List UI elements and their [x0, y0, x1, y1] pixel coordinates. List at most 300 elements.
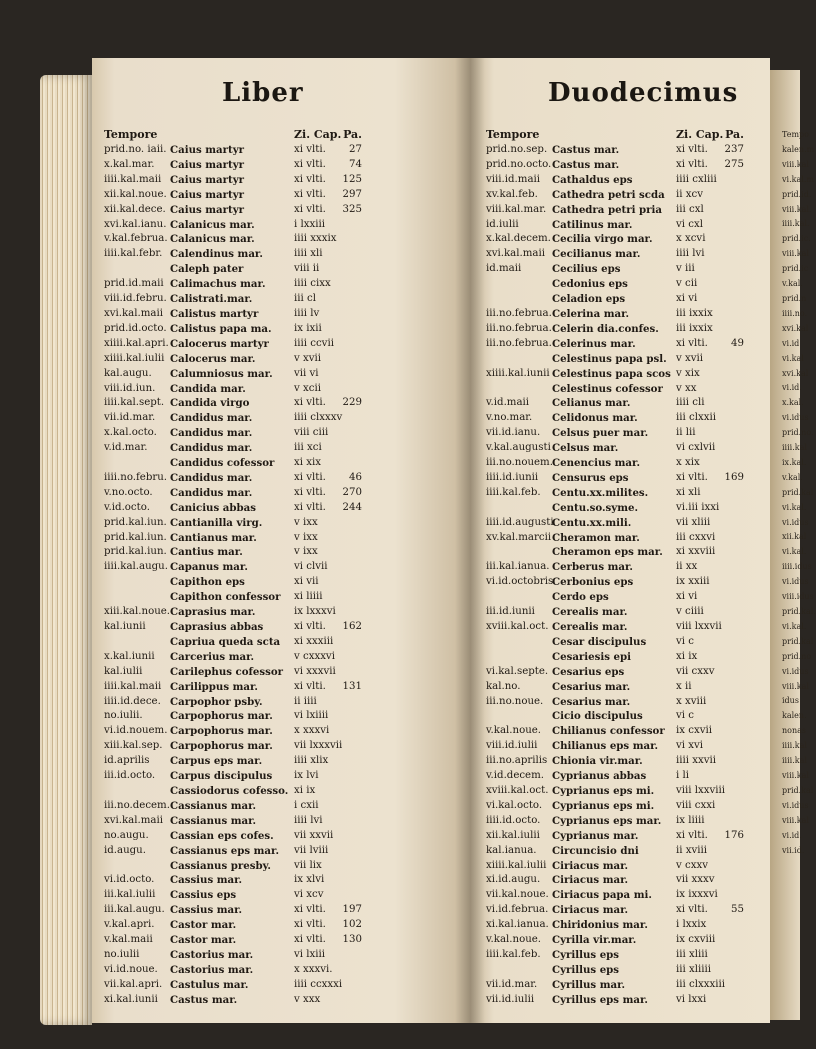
index-entry — [104, 247, 362, 262]
page-cell — [722, 888, 744, 903]
name-cell: Ciriacus mar. — [552, 904, 629, 917]
reference-cell: ii xviii — [676, 844, 708, 856]
index-entry — [486, 337, 744, 352]
reference-cell: v ixx — [294, 531, 318, 543]
date-cell — [486, 292, 552, 307]
date-cell: xi.id.augu. — [486, 874, 541, 886]
reference-cell: vii cxxv — [676, 665, 715, 677]
margin-fragment: vi.idus — [782, 666, 809, 676]
date-cell: xii.kal.noue. — [104, 188, 167, 200]
date-cell: kal.ianua. — [486, 844, 537, 856]
name-cell: Capithon eps — [170, 576, 245, 589]
page-cell — [722, 933, 744, 948]
name-cell: Celianus mar. — [552, 397, 631, 410]
margin-fragment: vi.id. — [782, 383, 802, 393]
name-cell: Cerbonius eps — [552, 576, 634, 589]
date-cell: vii.kal.apri. — [104, 978, 163, 990]
index-entry — [104, 456, 362, 471]
reference-cell: x xcvi — [676, 233, 706, 245]
page-cell — [340, 784, 362, 799]
date-cell: iii.id.octo. — [104, 770, 156, 782]
page-cell — [722, 769, 744, 784]
index-entry — [486, 426, 744, 441]
name-cell: Cathaldus eps — [552, 173, 633, 186]
name-cell: Celidonus mar. — [552, 412, 638, 425]
name-cell: Caius martyr — [170, 158, 245, 171]
date-cell: prid.id.maii — [104, 278, 164, 290]
index-entry — [104, 411, 362, 426]
page-cell — [722, 188, 744, 203]
date-cell: xi.kal.ianua. — [486, 919, 549, 931]
margin-fragment: vi.idus — [782, 517, 809, 527]
name-cell: Cassiodorus cofesso. — [170, 784, 289, 797]
index-entry — [104, 918, 362, 933]
reference-cell: xi vi — [676, 591, 698, 603]
date-cell: x.kal.iunii — [104, 650, 155, 662]
index-entry — [486, 978, 744, 993]
page-cell — [722, 739, 744, 754]
reference-cell: xi vlti. — [294, 471, 326, 483]
page-cell — [340, 844, 362, 859]
index-entry — [104, 531, 362, 546]
index-entry — [104, 620, 362, 635]
name-cell: Celestinus cofessor — [552, 382, 663, 395]
index-entry — [104, 575, 362, 590]
margin-fragment: vi.kal. — [782, 502, 807, 512]
margin-fragment: vi.kal — [782, 353, 804, 363]
name-cell: Calistus martyr — [170, 307, 259, 320]
reference-cell: xi vlti. — [294, 203, 326, 215]
reference-cell: iii cxl — [676, 203, 704, 215]
margin-fragment: vi.kal. — [782, 547, 807, 557]
index-entry — [104, 799, 362, 814]
date-cell — [486, 352, 552, 367]
page-edges — [40, 75, 92, 1025]
pag-heading: Pa. — [343, 128, 362, 141]
reference-cell: xi ix — [676, 650, 698, 662]
reference-cell: xi vlti. — [294, 397, 326, 409]
reference-cell: vi xvi — [676, 740, 704, 752]
margin-fragment: viii.kal — [782, 770, 809, 780]
page-cell: 102 — [342, 919, 362, 931]
reference-cell: xi vlti. — [676, 158, 708, 170]
page-cell — [722, 709, 744, 724]
name-cell: Celerina mar. — [552, 307, 630, 320]
reference-cell: vi clvii — [294, 561, 328, 573]
page-cell — [340, 337, 362, 352]
index-entry — [486, 873, 744, 888]
name-cell: Caius martyr — [170, 203, 245, 216]
index-entry — [104, 784, 362, 799]
date-cell: xii.kal.dece. — [104, 203, 166, 215]
date-cell: prid.id.octo. — [104, 322, 167, 334]
name-cell: Cerealis mar. — [552, 606, 628, 619]
index-entry — [104, 724, 362, 739]
name-cell: Carpophorus mar. — [170, 725, 273, 738]
margin-fragment: prid.kal — [782, 487, 814, 497]
page-cell — [340, 307, 362, 322]
reference-cell: xi vlti. — [294, 144, 326, 155]
page-cell — [722, 545, 744, 560]
name-cell: Calocerus martyr — [170, 337, 269, 350]
name-cell: Cyrillus eps — [552, 948, 620, 961]
reference-cell: vi lxxi — [676, 993, 707, 1005]
page-cell — [340, 993, 362, 1008]
reference-cell: v xix — [676, 367, 700, 379]
name-cell: Carpus eps mar. — [170, 755, 263, 768]
name-cell: Cassius eps — [170, 889, 237, 902]
index-entry — [104, 486, 362, 501]
date-cell: id.maii — [486, 263, 522, 275]
margin-fragment: prid.kal — [782, 785, 814, 795]
reference-cell: vii lviii — [294, 844, 329, 856]
index-entry — [486, 411, 744, 426]
date-cell: prid.kal.iun. — [104, 546, 167, 558]
date-cell — [486, 590, 552, 605]
left-index-column — [104, 128, 362, 1008]
page-cell — [340, 545, 362, 560]
page-cell: 130 — [342, 934, 362, 946]
index-entry — [486, 188, 744, 203]
name-cell: Cassianus presby. — [170, 859, 271, 872]
left-running-head: Liber — [222, 78, 304, 108]
index-entry — [104, 933, 362, 948]
name-cell: Cassius mar. — [170, 874, 243, 887]
ref-heading: Zi. Cap. — [294, 128, 342, 141]
reference-cell: x xix — [676, 457, 700, 469]
page-cell — [340, 247, 362, 262]
reference-cell: ix lxxxvi — [294, 606, 336, 618]
reference-cell: v ixx — [294, 546, 318, 558]
index-entry — [486, 888, 744, 903]
page-cell — [722, 173, 744, 188]
margin-fragment: iiii.idus — [782, 562, 812, 572]
index-entry — [486, 531, 744, 546]
name-cell: Chiridonius mar. — [552, 919, 648, 932]
index-entry — [486, 680, 744, 695]
gutter-shadow — [455, 58, 485, 1023]
page-cell — [722, 292, 744, 307]
date-cell — [486, 650, 552, 665]
date-cell: prid.kal.iun. — [104, 531, 167, 543]
date-cell: viii.id.iulii — [486, 740, 538, 752]
name-cell: Cheramon mar. — [552, 531, 640, 544]
index-entry — [104, 173, 362, 188]
right-column-head — [486, 128, 744, 141]
adjacent-page-fragment — [782, 128, 816, 858]
page-cell: 125 — [342, 173, 362, 185]
index-entry — [104, 680, 362, 695]
date-cell: iiii.kal.feb. — [486, 486, 541, 498]
date-cell: kal.iunii — [104, 621, 146, 632]
reference-cell: ix lvi — [294, 770, 319, 782]
page-cell — [722, 486, 744, 501]
date-cell: xiiii.kal.iunii — [486, 367, 550, 379]
page-cell — [340, 829, 362, 844]
date-cell: v.id.maii — [486, 397, 530, 409]
page-cell — [722, 560, 744, 575]
index-entry — [104, 307, 362, 322]
reference-cell: iii clxxii — [676, 412, 716, 424]
name-cell: Cheramon eps mar. — [552, 546, 663, 559]
name-cell: Cantius mar. — [170, 546, 243, 559]
name-cell: Centu.xx.mili. — [552, 516, 632, 529]
reference-cell: v cii — [676, 278, 698, 290]
reference-cell: x xviii — [676, 695, 707, 707]
margin-fragment: viii.idus — [782, 592, 814, 602]
name-cell: Calanicus mar. — [170, 233, 255, 246]
page-cell — [722, 605, 744, 620]
name-cell: Ciriacus papa mi. — [552, 889, 652, 902]
page-cell: 131 — [342, 680, 362, 692]
date-cell: iii.kal.augu. — [104, 904, 165, 916]
reference-cell: iii xliii — [676, 948, 708, 960]
name-cell: Capriua queda scta — [170, 635, 281, 648]
name-cell: Celsus mar. — [552, 442, 619, 455]
name-cell: Caius martyr — [170, 144, 245, 156]
index-entry — [486, 396, 744, 411]
page-cell — [722, 993, 744, 1008]
index-entry — [486, 859, 744, 874]
reference-cell: ix xlvi — [294, 874, 325, 886]
name-cell: Celestinus papa psl. — [552, 352, 667, 365]
reference-cell: xi vlti. — [676, 829, 708, 841]
name-cell: Caprasius mar. — [170, 606, 256, 619]
margin-fragment: x.kal. — [782, 398, 804, 408]
date-cell: iii.no.februa. — [486, 307, 552, 319]
page-cell — [722, 724, 744, 739]
margin-fragment: viii.kal. — [782, 204, 812, 214]
date-cell: kal.iulii — [104, 665, 143, 677]
name-cell: Calendinus mar. — [170, 248, 263, 261]
date-cell: prid.kal.iun. — [104, 516, 167, 528]
margin-fragment: vi.id. — [782, 830, 802, 840]
reference-cell: xi xix — [294, 457, 321, 469]
date-cell — [486, 545, 552, 560]
name-cell: Ciriacus mar. — [552, 874, 629, 887]
page-cell — [340, 799, 362, 814]
index-entry — [486, 382, 744, 397]
index-entry — [486, 799, 744, 814]
left-column-head — [104, 128, 362, 141]
margin-fragment: vii.id. — [782, 845, 805, 855]
page-cell — [722, 501, 744, 516]
date-cell: viii.id.maii — [486, 173, 541, 185]
index-entry — [104, 322, 362, 337]
name-cell: Cyrillus eps mar. — [552, 993, 648, 1006]
page-cell — [340, 277, 362, 292]
reference-cell: viii ii — [294, 263, 320, 275]
date-cell: x.kal.mar. — [104, 158, 155, 170]
index-entry — [104, 158, 362, 173]
page-cell — [722, 620, 744, 635]
name-cell: Chionia vir.mar. — [552, 755, 643, 768]
page-cell — [722, 859, 744, 874]
name-cell: Candidus mar. — [170, 442, 253, 455]
index-entry — [104, 203, 362, 218]
name-cell: Caleph pater — [170, 263, 244, 276]
date-cell — [104, 262, 170, 277]
page-cell: 197 — [342, 904, 362, 916]
page-cell — [340, 232, 362, 247]
date-cell: viii.id.iun. — [104, 382, 156, 394]
page-cell — [722, 844, 744, 859]
date-cell: iii.no.februa. — [486, 337, 552, 349]
margin-fragment: prid.id. — [782, 189, 812, 199]
reference-cell: xi vlti. — [294, 621, 326, 632]
page-cell — [722, 650, 744, 665]
margin-fragment: xii.kal — [782, 532, 807, 542]
index-entry — [486, 322, 744, 337]
name-cell: Castus mar. — [552, 158, 620, 171]
index-entry — [486, 352, 744, 367]
name-cell: Castor mar. — [170, 919, 237, 932]
index-entry — [104, 545, 362, 560]
index-entry — [486, 545, 744, 560]
name-cell: Candida mar. — [170, 382, 246, 395]
name-cell: Castulus mar. — [170, 978, 249, 991]
name-cell: Candidus mar. — [170, 486, 253, 499]
index-entry — [104, 829, 362, 844]
name-cell: Carcerius mar. — [170, 650, 255, 663]
page-cell — [722, 277, 744, 292]
name-cell: Cecilius eps — [552, 263, 621, 276]
index-entry — [486, 590, 744, 605]
name-cell: Capanus mar. — [170, 561, 248, 574]
name-cell: Chilianus confessor — [552, 725, 665, 738]
index-entry — [104, 382, 362, 397]
reference-cell: ii xcv — [676, 188, 703, 200]
right-index-column — [486, 128, 744, 1008]
page-cell — [340, 859, 362, 874]
name-cell: Chilianus eps mar. — [552, 740, 659, 753]
index-entry — [486, 963, 744, 978]
margin-fragment: iiii.kal — [782, 443, 807, 453]
name-cell: Cassianus mar. — [170, 814, 257, 827]
reference-cell: iiii clxxxv — [294, 412, 343, 424]
page-cell — [722, 590, 744, 605]
reference-cell: xi xli — [676, 486, 701, 498]
date-cell: vi.id.nouem. — [104, 725, 168, 737]
name-cell: Cyrillus eps — [552, 963, 620, 976]
date-cell: vii.id.ianu. — [486, 427, 541, 439]
reference-cell: iii ixxix — [676, 322, 713, 334]
reference-cell: vi lxiii — [294, 948, 326, 960]
date-cell: xvi.kal.ianu. — [104, 218, 167, 230]
date-cell: x.kal.octo. — [104, 427, 157, 439]
index-entry — [486, 277, 744, 292]
name-cell: Cassian eps cofes. — [170, 829, 274, 842]
name-cell: Cerealis mar. — [552, 621, 628, 633]
name-cell: Censurus eps — [552, 471, 629, 484]
margin-fragment: prid.ic. — [782, 234, 811, 244]
margin-fragment: iiii.kal — [782, 741, 807, 751]
name-cell: Calimachus mar. — [170, 278, 266, 291]
reference-cell: xi vlti. — [294, 680, 326, 692]
date-cell: v.kal.maii — [104, 934, 153, 946]
date-cell: iii.no.februa. — [486, 322, 552, 334]
name-cell: Cyprianus eps mi. — [552, 799, 655, 812]
name-cell: Carpus discipulus — [170, 770, 273, 783]
index-entry — [104, 859, 362, 874]
reference-cell: v cxxxvi — [294, 650, 335, 662]
index-entry — [104, 665, 362, 680]
date-cell: vi.id.octo. — [104, 874, 155, 886]
date-cell — [104, 456, 170, 471]
reference-cell: ix ixxxvi — [676, 889, 718, 901]
margin-fragment: viii.kal — [782, 159, 809, 169]
page-cell — [722, 754, 744, 769]
name-cell: Calumniosus mar. — [170, 367, 273, 380]
index-entry — [486, 739, 744, 754]
date-cell: v.id.octo. — [104, 501, 150, 513]
reference-cell: vii lxxxvii — [294, 740, 343, 752]
name-cell: Caius martyr — [170, 173, 245, 186]
name-cell: Cassius mar. — [170, 904, 243, 917]
index-entry — [486, 993, 744, 1008]
name-cell: Catilinus mar. — [552, 218, 633, 231]
name-cell: Ciriacus mar. — [552, 859, 629, 872]
page-cell — [340, 605, 362, 620]
name-cell: Circuncisio dni — [552, 844, 639, 857]
date-cell: xiii.kal.sep. — [104, 740, 163, 752]
date-cell: xv.kal.feb. — [486, 188, 538, 200]
reference-cell: vi.iii ixxi — [676, 501, 720, 513]
reference-cell: viii lxxvii — [676, 621, 722, 632]
reference-cell: iii xliiii — [676, 963, 712, 975]
name-cell: Cesarius eps — [552, 665, 625, 678]
page-cell — [722, 218, 744, 233]
name-cell: Cathedra petri scda — [552, 188, 665, 201]
page-cell — [722, 396, 744, 411]
tempore-heading: Tempore — [486, 128, 540, 141]
reference-cell: iiii xlix — [294, 755, 329, 767]
index-entry — [104, 441, 362, 456]
name-cell: Cantianilla virg. — [170, 516, 263, 529]
date-cell: v.kal.noue. — [486, 725, 542, 737]
margin-fragment: vi.kal.m — [782, 174, 814, 184]
index-entry — [104, 873, 362, 888]
page-cell — [340, 888, 362, 903]
date-cell: iiii.kal.augu. — [104, 561, 168, 573]
page-cell: 325 — [342, 203, 362, 215]
date-cell: vi.kal.septe. — [486, 665, 549, 677]
date-cell: no.augu. — [104, 829, 149, 841]
date-cell — [486, 635, 552, 650]
reference-cell: iiii lv — [294, 307, 320, 319]
margin-fragment: ix.kal. — [782, 457, 807, 467]
reference-cell: vi cxlvii — [676, 442, 716, 454]
date-cell: v.kal.noue. — [486, 934, 542, 946]
reference-cell: iiii lvi — [294, 814, 323, 826]
date-cell: prid.no.sep. — [486, 144, 548, 155]
reference-cell: v cxxv — [676, 859, 708, 871]
index-entry — [486, 605, 744, 620]
date-cell: xviii.kal.oct. — [486, 784, 549, 796]
page-cell — [722, 665, 744, 680]
reference-cell: vi xcv — [294, 889, 324, 901]
page-cell: 270 — [342, 486, 362, 498]
reference-cell: ix cxviii — [676, 934, 716, 946]
page-cell — [340, 262, 362, 277]
page-cell — [340, 352, 362, 367]
date-cell: xvi.kal.maii — [104, 307, 163, 319]
index-entry — [486, 307, 744, 322]
name-cell: Cyprianus abbas — [552, 770, 647, 783]
index-entry — [486, 918, 744, 933]
reference-cell: xi ix — [294, 784, 316, 796]
date-cell: x.kal.decem. — [486, 233, 551, 245]
